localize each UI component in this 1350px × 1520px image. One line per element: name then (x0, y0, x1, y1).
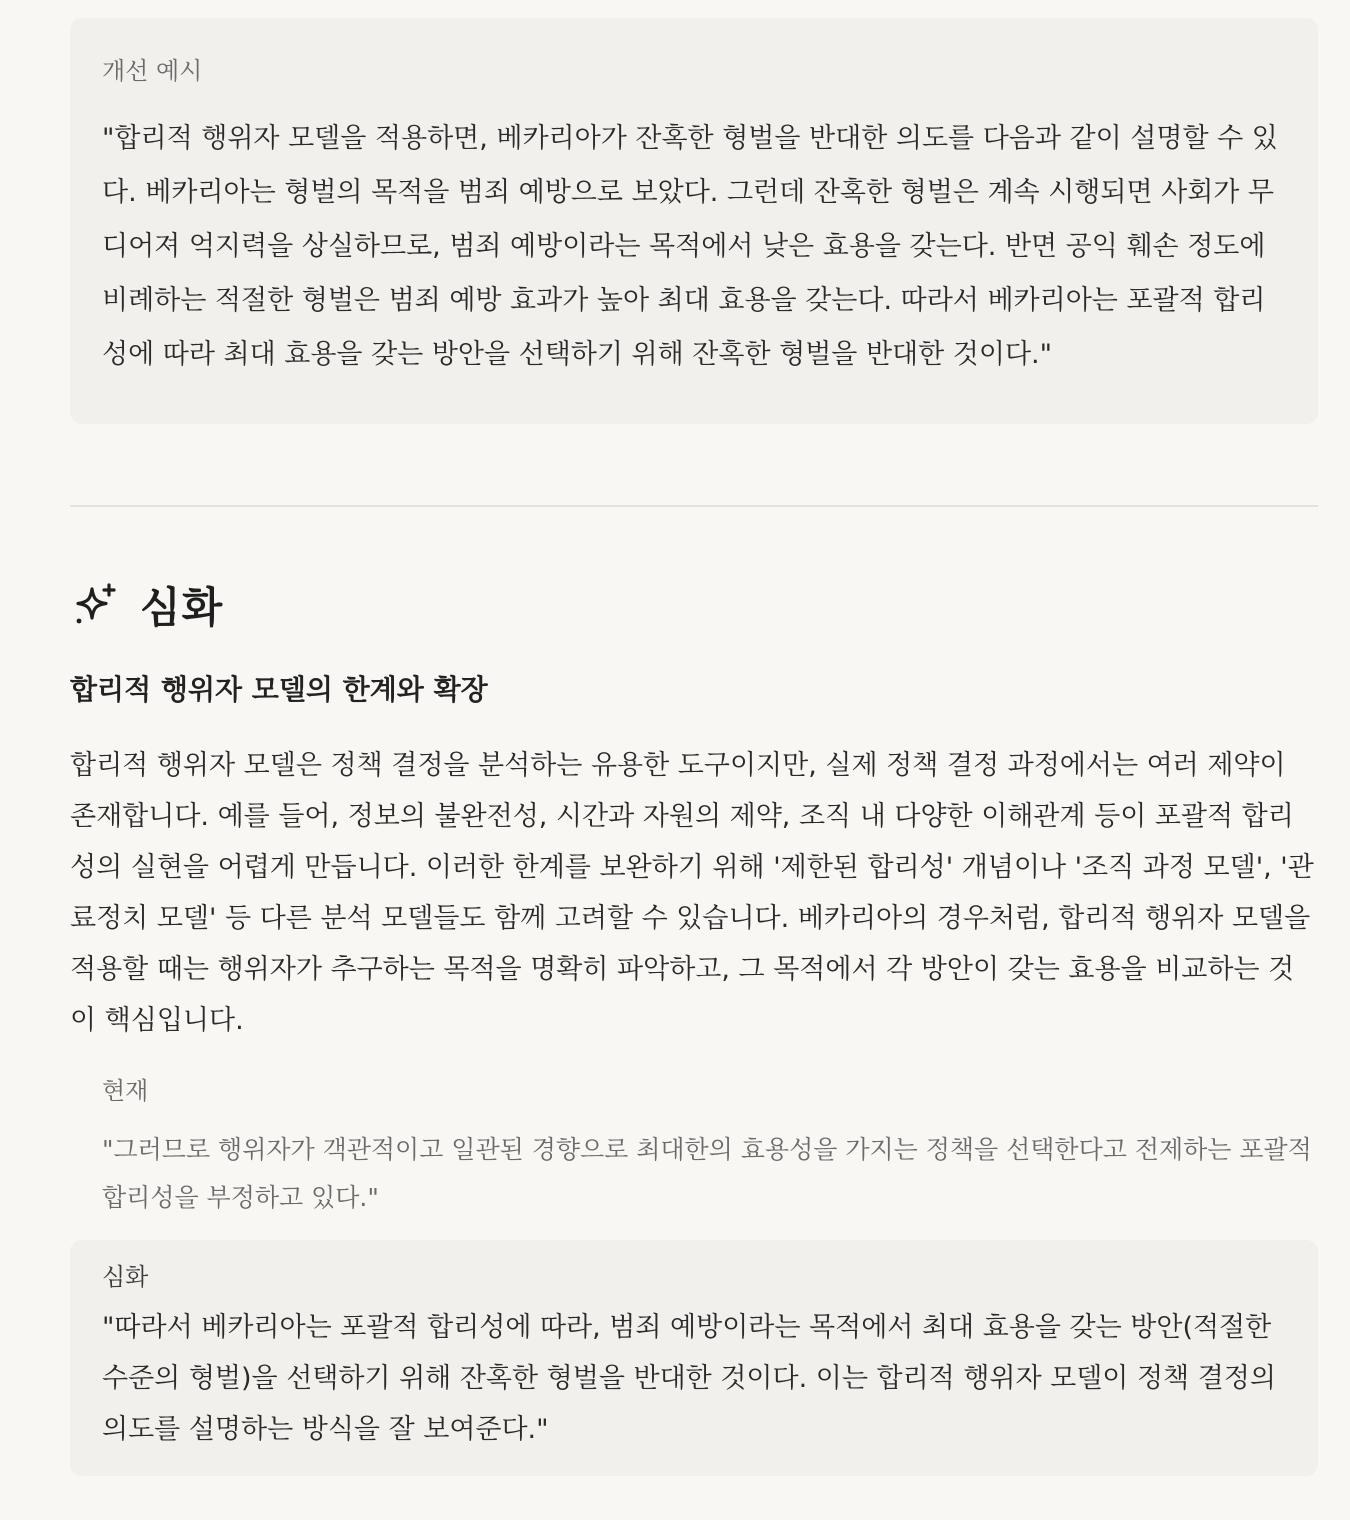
current-label: 현재 (102, 1077, 149, 1105)
example-label: 개선 예시 (102, 57, 203, 85)
section-header (70, 575, 223, 635)
example-text: "합리적 행위자 모델을 적용하면, 베카리아가 잔혹한 형벌을 반대한 의도를 다음과 같이 설명할 수 있다. 베카리아는 형벌의 목적을 범죄 예방으로 보았다. 그런데 잔혹한 형벌은 계속 시행되면 사회가 무디어져 억지력을 상실하므로, 범죄 예방이라는 목적에서 낮은 효용을 갖는다. 반면 공익 훼손 정도에 비례하는 적절한 형벌은 범죄 예방 효과가 높아 최대 효용을 갖는다. 따라서 베카리아는 포괄적 합리성에 따라 최대 효용을 갖는 방안을 선택하기 위해 잔혹한 형벌을 반대한 것이다." (102, 123, 1278, 370)
body-paragraph: 합리적 행위자 모델은 정책 결정을 분석하는 유용한 도구이지만, 실제 정책 결정 과정에서는 여러 제약이 존재합니다. 예를 들어, 정보의 불완전성, 시간과 자원의 제약, 조직 내 다양한 이해관계 등이 포괄적 합리성의 실현을 어렵게 만듭니다. 이러한 한계를 보완하기 위해 '제한된 합리성' 개념이나 '조직 과정 모델', '관료정치 모델' 등 다른 분석 모델들도 함께 고려할 수 있습니다. 베카리아의 경우처럼, 합리적 행위자 모델을 적용할 때는 행위자가 추구하는 목적을 명확히 파악하고, 그 목적에서 각 방안이 갖는 효용을 비교하는 것이 핵심입니다. (70, 750, 1314, 1036)
subheading: 합리적 행위자 모델의 한계와 확장 (70, 673, 488, 706)
section-divider (70, 505, 1318, 507)
improved-example-box (70, 18, 1318, 424)
deep-text: "따라서 베카리아는 포괄적 합리성에 따라, 범죄 예방이라는 목적에서 최대 효용을 갖는 방안(적절한 수준의 형벌)을 선택하기 위해 잔혹한 형벌을 반대한 것이다. 이는 합리적 행위자 모델이 정책 결정의 의도를 설명하는 방식을 잘 보여준다." (102, 1312, 1276, 1445)
section-title: 심화 (140, 583, 224, 632)
current-text: "그러므로 행위자가 객관적이고 일관된 경향으로 최대한의 효용성을 가지는 정책을 선택한다고 전제하는 포괄적 합리성을 부정하고 있다." (102, 1135, 1312, 1212)
deep-quote-box (70, 1240, 1318, 1476)
current-quote-block (102, 1076, 1318, 1222)
sparkle-icon (70, 581, 118, 629)
deep-label: 심화 (102, 1263, 149, 1291)
